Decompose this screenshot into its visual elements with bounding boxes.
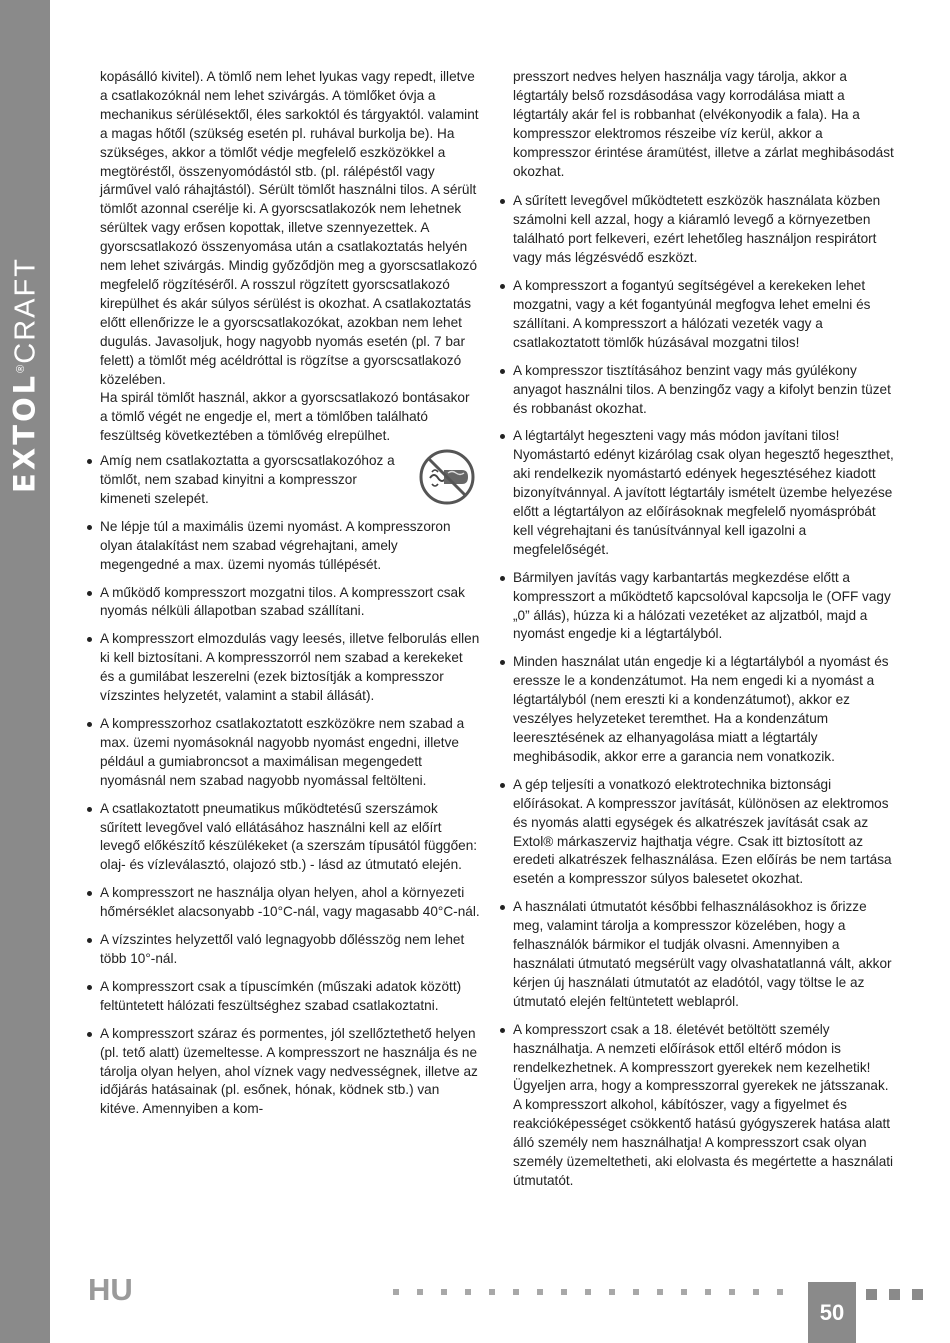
footer-dot bbox=[417, 1289, 423, 1295]
left-bullet-list bbox=[85, 452, 480, 1119]
list-item: A kompresszorhoz csatlakoztatott eszközökre nem szabad a max. üzemi nyomásoknál nagyobb nyomást engedni, illetve például a gumiabroncsot a maximálisan megengedett nyomásnál nem szabad nagyobb nyomással feltölteni. bbox=[85, 715, 480, 791]
list-item: Ne lépje túl a maximális üzemi nyomást. A kompresszoron olyan átalakítást nem szabad végrehajtani, amely megengedné a max. üzemi nyomás túllépését. bbox=[85, 518, 480, 575]
list-item: A csatlakoztatott pneumatikus működtetésű szerszámok sűrített levegővel való ellátásához használni kell az előírt levegő előkészítő készülékeket (a szerszám típusától függően: olaj- és vízleválasztó, olajozó stb.) - lásd az útmutató elején. bbox=[85, 800, 480, 876]
side-bar bbox=[0, 0, 50, 1343]
list-item bbox=[85, 452, 480, 509]
footer-dot bbox=[609, 1289, 615, 1295]
footer-dot bbox=[393, 1289, 399, 1295]
right-bullet-list bbox=[498, 192, 898, 1190]
footer-square bbox=[912, 1289, 923, 1300]
list-item: A kompresszort ne használja olyan helyen, ahol a környezeti hőmérséklet alacsonyabb -10°C-nál, vagy magasabb 40°C-nál. bbox=[85, 884, 480, 922]
footer-dot bbox=[537, 1289, 543, 1295]
footer-dot bbox=[489, 1289, 495, 1295]
footer-dot bbox=[585, 1289, 591, 1295]
footer-dot bbox=[561, 1289, 567, 1295]
footer-dot bbox=[465, 1289, 471, 1295]
footer-dot bbox=[633, 1289, 639, 1295]
language-code: HU bbox=[88, 1272, 133, 1307]
list-item: A kompresszort elmozdulás vagy leesés, illetve felborulás ellen ki kell biztosítani. A kompresszorról nem szabad a kerekeket és a gumilábat leszerelni (ezek biztosítják a kompresszor vízszintes helyzetét, valamint a stabil állását). bbox=[85, 630, 480, 706]
list-item: Minden használat után engedje ki a légtartályból a nyomást és eressze le a kondenzátumot. Ha nem engedi ki a nyomást a légtartályból (nem ereszti ki a kondenzátumot), akkor ez veszélyes helyzeteket teremthet. Ha a kondenzátum leeresztésének az elhanyagolása miatt a légtartály meghibásodik, akkor erre a garancia nem vonatkozik. bbox=[498, 653, 898, 766]
list-item: A kompresszort a fogantyú segítségével a kerekeken lehet mozgatni, vagy a két fogantyúnál megfogva lehet emelni és szállítani. A kompresszort a hálózati vezeték vagy a csatlakoztatott tömlők húzásával mozgatni tilos! bbox=[498, 277, 898, 353]
footer-square bbox=[866, 1289, 877, 1300]
footer-dot bbox=[657, 1289, 663, 1295]
brand-registered-mark: ® bbox=[14, 363, 27, 373]
list-item: Bármilyen javítás vagy karbantartás megkezdése előtt a kompresszort a működtető kapcsolóval kapcsolja le (OFF vagy „0” állás), húzza ki a hálózati vezetéket az aljzatból, majd a nyomást engedje ki a légtartályból. bbox=[498, 569, 898, 645]
footer-dot bbox=[729, 1289, 735, 1295]
footer-square bbox=[889, 1289, 900, 1300]
left-intro-2: Ha spirál tömlőt használ, akkor a gyorscsatlakozó bontásakor a tömlő végét ne engedje el, mert a tömlőben található feszültség következtében a tömlővég elrepülhet. bbox=[100, 390, 470, 444]
footer-dot bbox=[705, 1289, 711, 1295]
footer-dots bbox=[393, 1289, 801, 1295]
footer-dot bbox=[777, 1289, 783, 1295]
footer-dot bbox=[753, 1289, 759, 1295]
list-item: A kompresszor tisztításához benzint vagy más gyúlékony anyagot használni tilos. A benzingőz vagy a kifolyt benzin tüzet és robbanást okozhat. bbox=[498, 362, 898, 419]
brand-strong: EXTOL bbox=[7, 372, 42, 493]
list-item: A kompresszort csak a típuscímkén (műszaki adatok között) feltüntetett hálózati feszültséghez szabad csatlakoztatni. bbox=[85, 978, 480, 1016]
list-item: A gép teljesíti a vonatkozó elektrotechnika biztonsági előírásokat. A kompresszor javítását, különösen az elektromos és nyomás alatti egységek és alkatrészek javítását csak az Extol® márkaszerviz hajthatja végre. Csak itt biztosított az eredeti alkatrészek felhasználása. Ezen előírás be nem tartása esetén a kompresszor súlyos balesetet okozhat. bbox=[498, 776, 898, 889]
footer-dot bbox=[681, 1289, 687, 1295]
footer-dot bbox=[513, 1289, 519, 1295]
footer-dot bbox=[441, 1289, 447, 1295]
right-column bbox=[498, 68, 898, 1191]
left-intro: kopásálló kivitel). A tömlő nem lehet lyukas vagy repedt, illetve a csatlakozóknál nem lehet szivárgás. A tömlőket óvja a mechanikus sérülésektől, éles sarkoktól és tárgyaktól. valamint a magas hőtől (szükség esetén pl. ruhával burkolja be). Ha szükséges, akkor a tömlőt védje megfelelő eszközökkel a megtöréstől, összenyomódástól stb. (pl. rálépéstől vagy járművel való ráhajtástól). Sérült tömlőt használni tilos. A sérült tömlőt azonnal cserélje ki. A gyorscsatlakozók nem lehetnek sérültek vagy erősen kopottak, illetve szennyezettek. A gyorscsatlakozó összenyomása után a csatlakoztatás helyén nem lehet szivárgás. Mindig győződjön meg a gyorscsatlakozó megfelelő rögzítéséről. A rosszul rögzített gyorscsatlakozó kirepülhet és akár súlyos sérülést is okozhat. A csatlakoztatás előtt ellenőrizze le a gyorscsatlakozókat, azokban nem lehet dugulás. Javasoljuk, hogy nagyobb nyomás esetén (pl. 7 bar felett) a tömlőt még acéldróttal is rögzítse a gyorscsatlakozó közelében. bbox=[100, 69, 479, 387]
brand-logo bbox=[8, 257, 43, 493]
list-item-text: Amíg nem csatlakoztatta a gyorscsatlakozóhoz a tömlőt, nem szabad kinyitni a kompresszor kimeneti szelepét. bbox=[100, 453, 395, 506]
list-item: A kompresszort csak a 18. életévét betöltött személy használhatja. A nemzeti előírások ettől eltérő módon is rendelkezhetnek. A kompresszort gyerekek nem kezelhetik! Ügyeljen arra, hogy a kompresszorral gyerekek ne játsszanak. A kompresszort alkohol, kábítószer, vagy a figyelmet és reakcióképességet csökkentő hatású gyógyszerek hatása alatt álló személy nem használhatja! A kompresszort csak olyan személy üzemeltetheti, aki elolvasta és megértette a használati útmutatót. bbox=[498, 1021, 898, 1191]
no-air-blowing-icon bbox=[418, 448, 476, 506]
list-item: A légtartályt hegeszteni vagy más módon javítani tilos! Nyomástartó edényt kizárólag csak olyan hegesztő hegeszthet, aki rendelkezik nyomástartó edények hegesztéséhez kiadott bizonyítvánnyal. A javított légtartály ismételt üzembe helyezése előtt a légtartályon az előírásoknak megfelelő nyomáspróbát kell végrehajtani és tanúsítvánnyal kell igazolni a megfelelőségét. bbox=[498, 427, 898, 559]
brand-light: CRAFT bbox=[9, 257, 42, 364]
list-item: A sűrített levegővel működtetett eszközök használata közben számolni kell azzal, hogy a kiáramló levegő a környezetben található port felkeveri, ezért lehetőleg használjon respirátort vagy más légzésvédő eszközt. bbox=[498, 192, 898, 268]
list-item: A működő kompresszort mozgatni tilos. A kompresszort csak nyomás nélküli állapotban szabad szállítani. bbox=[85, 584, 480, 622]
list-item: A használati útmutatót későbbi felhasználásokhoz is őrizze meg, valamint tárolja a kompresszor közelében, hogy a felhasználók bármikor el tudják olvasni. Amennyiben a használati útmutató megsérült vagy olvashatatlanná vált, akkor kérjen új használati útmutatót az eladótól, vagy töltse le az útmutató elején feltüntetett weblapról. bbox=[498, 898, 898, 1011]
left-column bbox=[85, 68, 480, 1119]
list-item: A kompresszort száraz és pormentes, jól szellőztethető helyen (pl. tető alatt) üzemeltesse. A kompresszort ne használja és ne tárolja olyan helyen, ahol víznek vagy nedvességnek, illetve az időjárás hatásainak (pl. esőnek, hónak, ködnek stb.) van kitéve. Amennyiben a kom- bbox=[85, 1025, 480, 1120]
right-intro: presszort nedves helyen használja vagy tárolja, akkor a légtartály belső rozsdásodása vagy korrodálása miatt a légtartály akár fel is robbanhat (elvékonyodik a fala). Ha a kompresszor elektromos részeibe víz kerül, akkor a kompresszor érintése áramütést, illetve a zárlat meghibásodást okozhat. bbox=[513, 69, 894, 179]
list-item: A vízszintes helyzettől való legnagyobb dőlésszög nem lehet több 10°-nál. bbox=[85, 931, 480, 969]
page-number: 50 bbox=[808, 1282, 856, 1343]
footer-squares bbox=[866, 1289, 935, 1300]
